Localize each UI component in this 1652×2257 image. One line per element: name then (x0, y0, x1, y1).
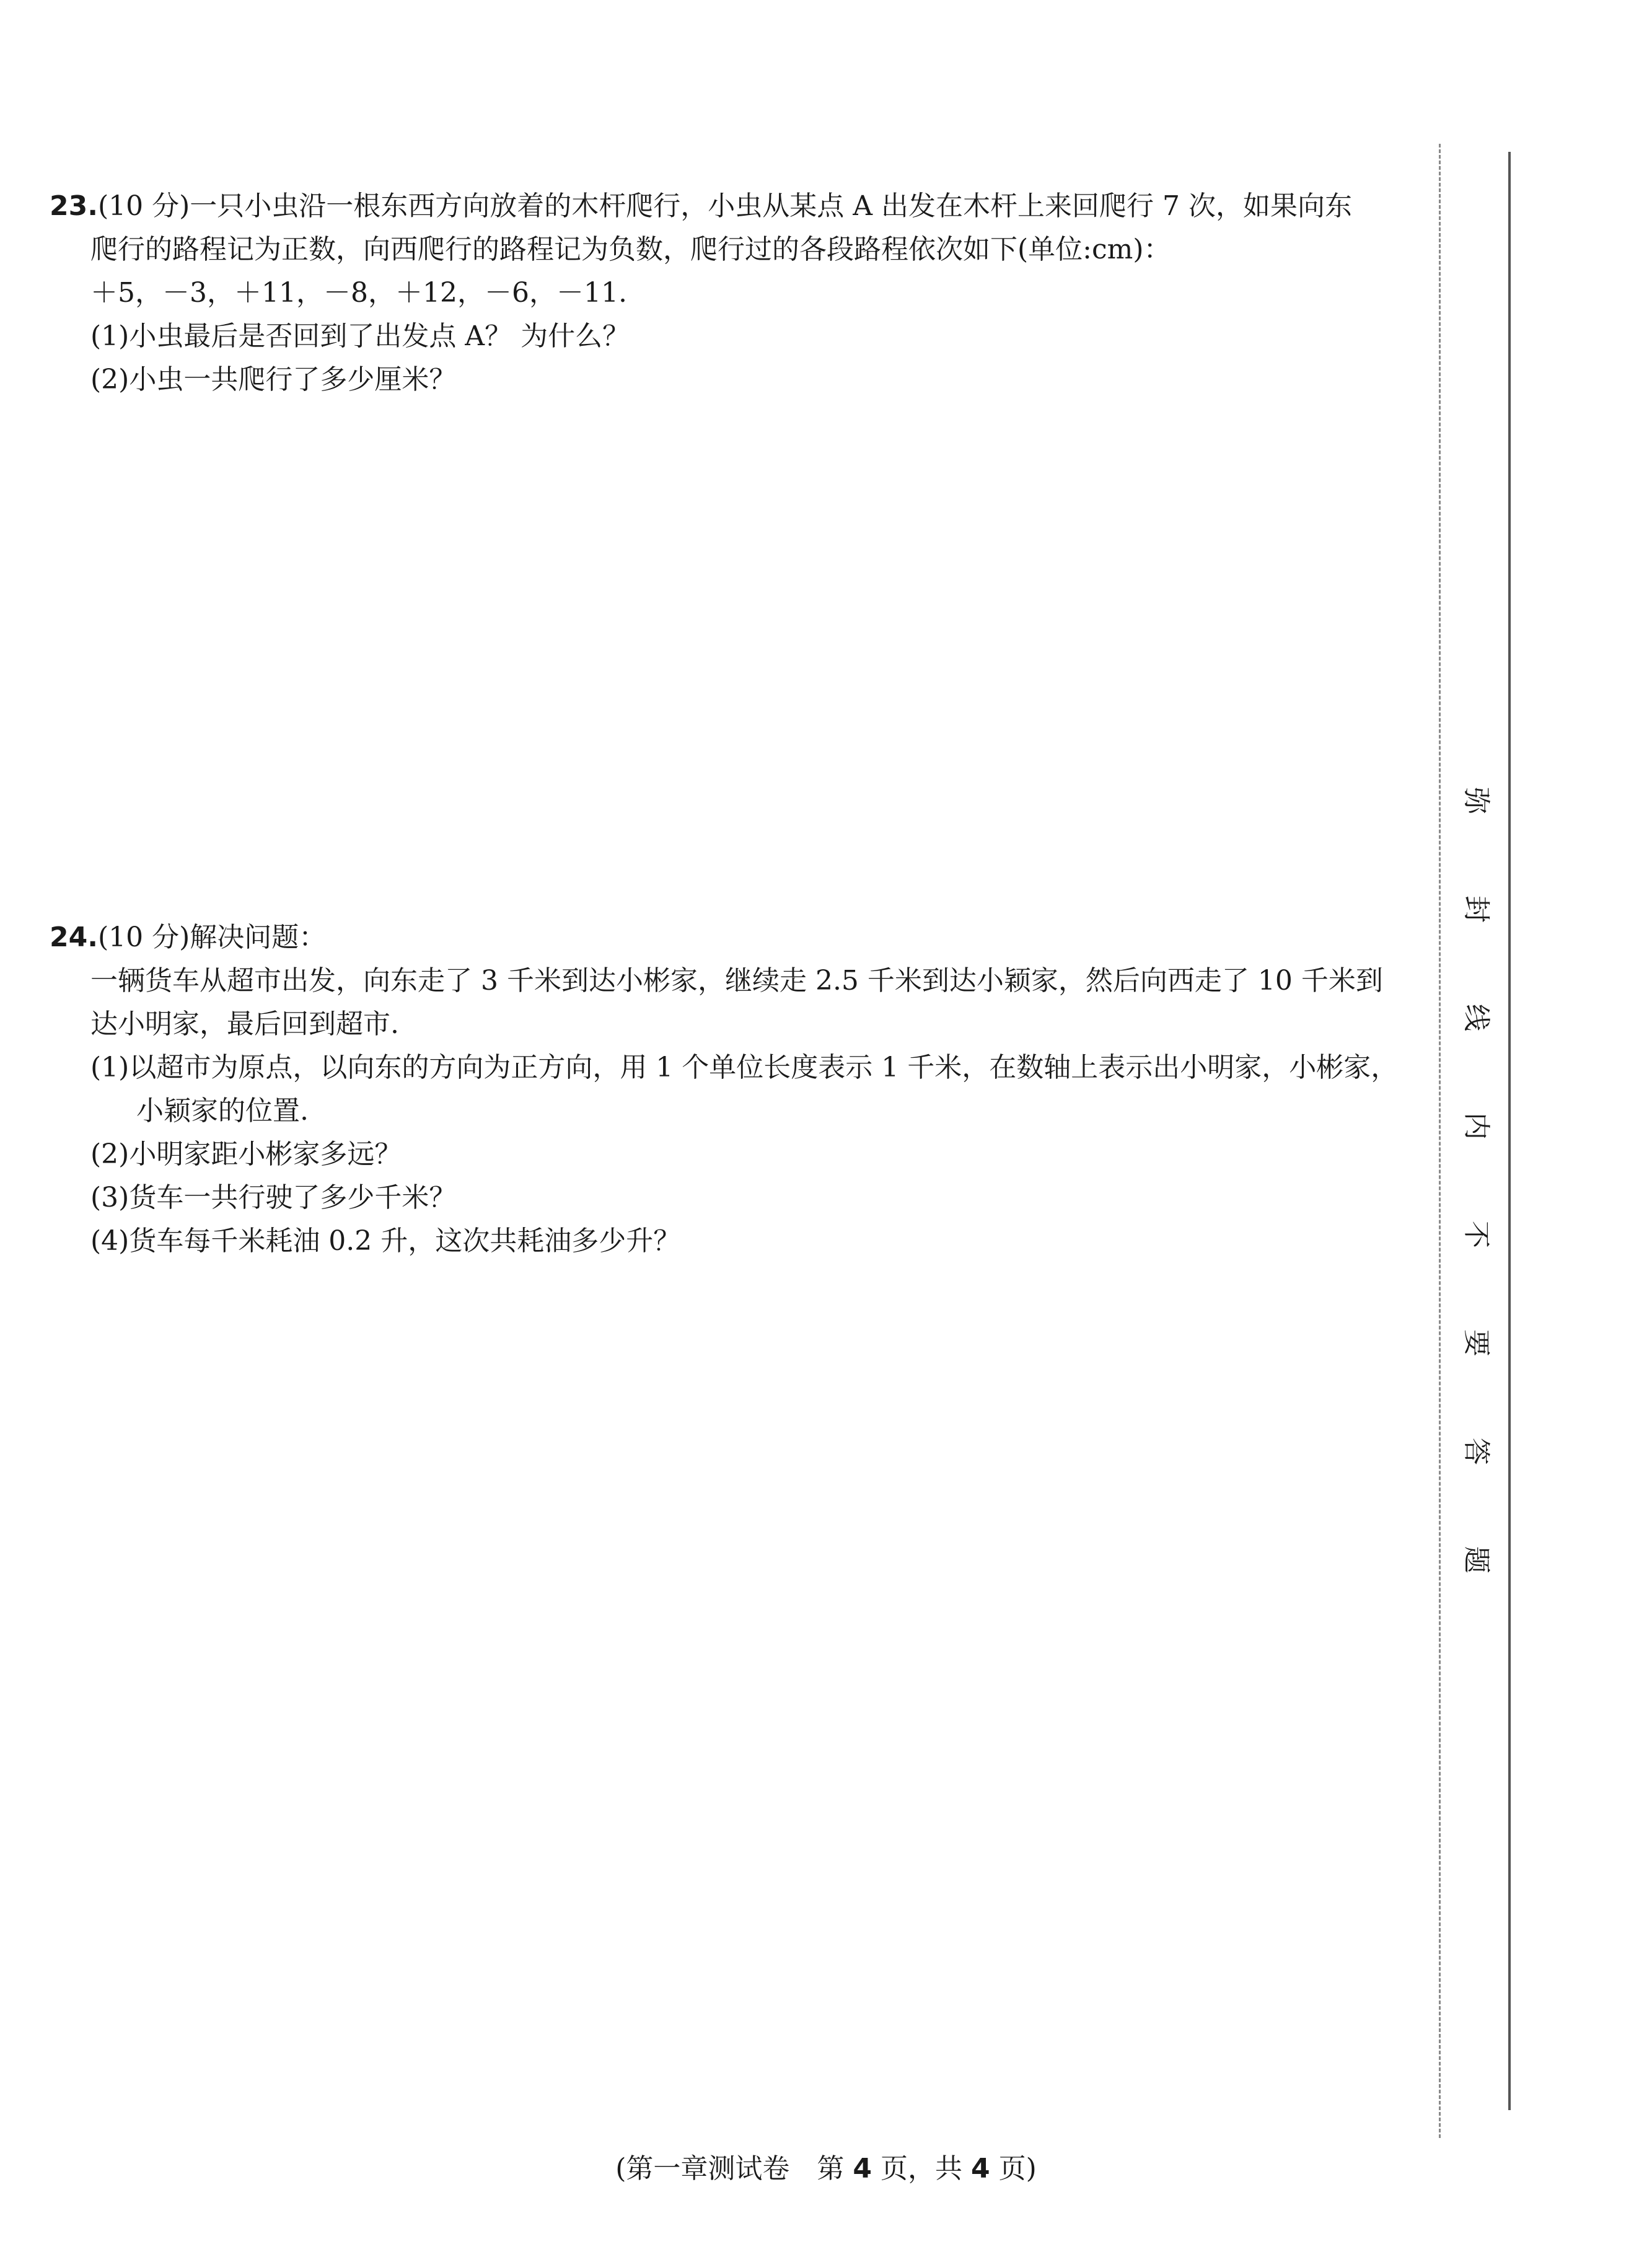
question-24-sub-4: (4)货车每千米耗油 0.2 升，这次共耗油多少升？ (90, 1225, 681, 1257)
binding-solid-line (1508, 152, 1511, 2110)
question-23-stem-line-2: 爬行的路程记为正数，向西爬行的路程记为负数，爬行过的各段路程依次如下(单位:cm)： (90, 234, 1171, 265)
question-24-stem-line-1 (50, 916, 1400, 959)
page-footer (0, 2150, 1652, 2188)
question-23-number: 23. (50, 190, 98, 222)
question-24 (50, 916, 1400, 1263)
question-24-stem-text: (10 分)解决问题： (97, 922, 327, 953)
question-24-sub-1-cont: 小颖家的位置. (136, 1095, 309, 1127)
question-23-sub-2: (2)小虫一共爬行了多少厘米？ (90, 364, 457, 395)
binding-dashed-line (1439, 144, 1441, 2138)
footer-total-pages: 4 (970, 2153, 990, 2184)
seal-char-5: 不 (1461, 1221, 1492, 1248)
footer-page-number: 4 (853, 2153, 872, 2184)
question-23 (50, 185, 1400, 402)
seal-char-2: 封 (1461, 895, 1492, 923)
question-24-stem-line-2: 一辆货车从超市出发，向东走了 3 千米到达小彬家，继续走 2.5 千米到达小颖家，然后向西走了 10 千米到 (90, 965, 1383, 997)
question-23-stem-line-1 (50, 185, 1400, 228)
question-24-number: 24. (50, 922, 98, 953)
seal-char-1: 弥 (1461, 787, 1492, 814)
footer-suffix: 页) (990, 2153, 1037, 2184)
question-24-sub-1: (1)以超市为原点，以向东的方向为正方向，用 1 个单位长度表示 1 千米，在数轴上表示出小明家，小彬家， (90, 1052, 1399, 1083)
footer-middle: 页，共 (872, 2153, 971, 2184)
question-24-sub-2: (2)小明家距小彬家多远？ (90, 1138, 402, 1170)
question-23-stem-text: (10 分)一只小虫沿一根东西方向放着的木杆爬行，小虫从某点 A 出发在木杆上来回爬行 7 次，如果向东 (97, 190, 1352, 222)
seal-char-3: 线 (1461, 1004, 1492, 1031)
seal-char-6: 要 (1461, 1329, 1492, 1357)
seal-char-8: 题 (1461, 1546, 1492, 1573)
question-24-stem-line-3: 达小明家，最后回到超市. (90, 1008, 399, 1040)
question-23-data-line: ＋5，－3，＋11，－8，＋12，－6，－11. (90, 277, 627, 309)
seal-char-7: 答 (1461, 1438, 1492, 1465)
question-24-sub-3: (3)货车一共行驶了多少千米？ (90, 1182, 457, 1213)
seal-char-4: 内 (1461, 1112, 1492, 1140)
question-23-sub-1: (1)小虫最后是否回到了出发点 A？ 为什么？ (90, 320, 630, 352)
footer-prefix: (第一章测试卷 第 (615, 2153, 853, 2184)
